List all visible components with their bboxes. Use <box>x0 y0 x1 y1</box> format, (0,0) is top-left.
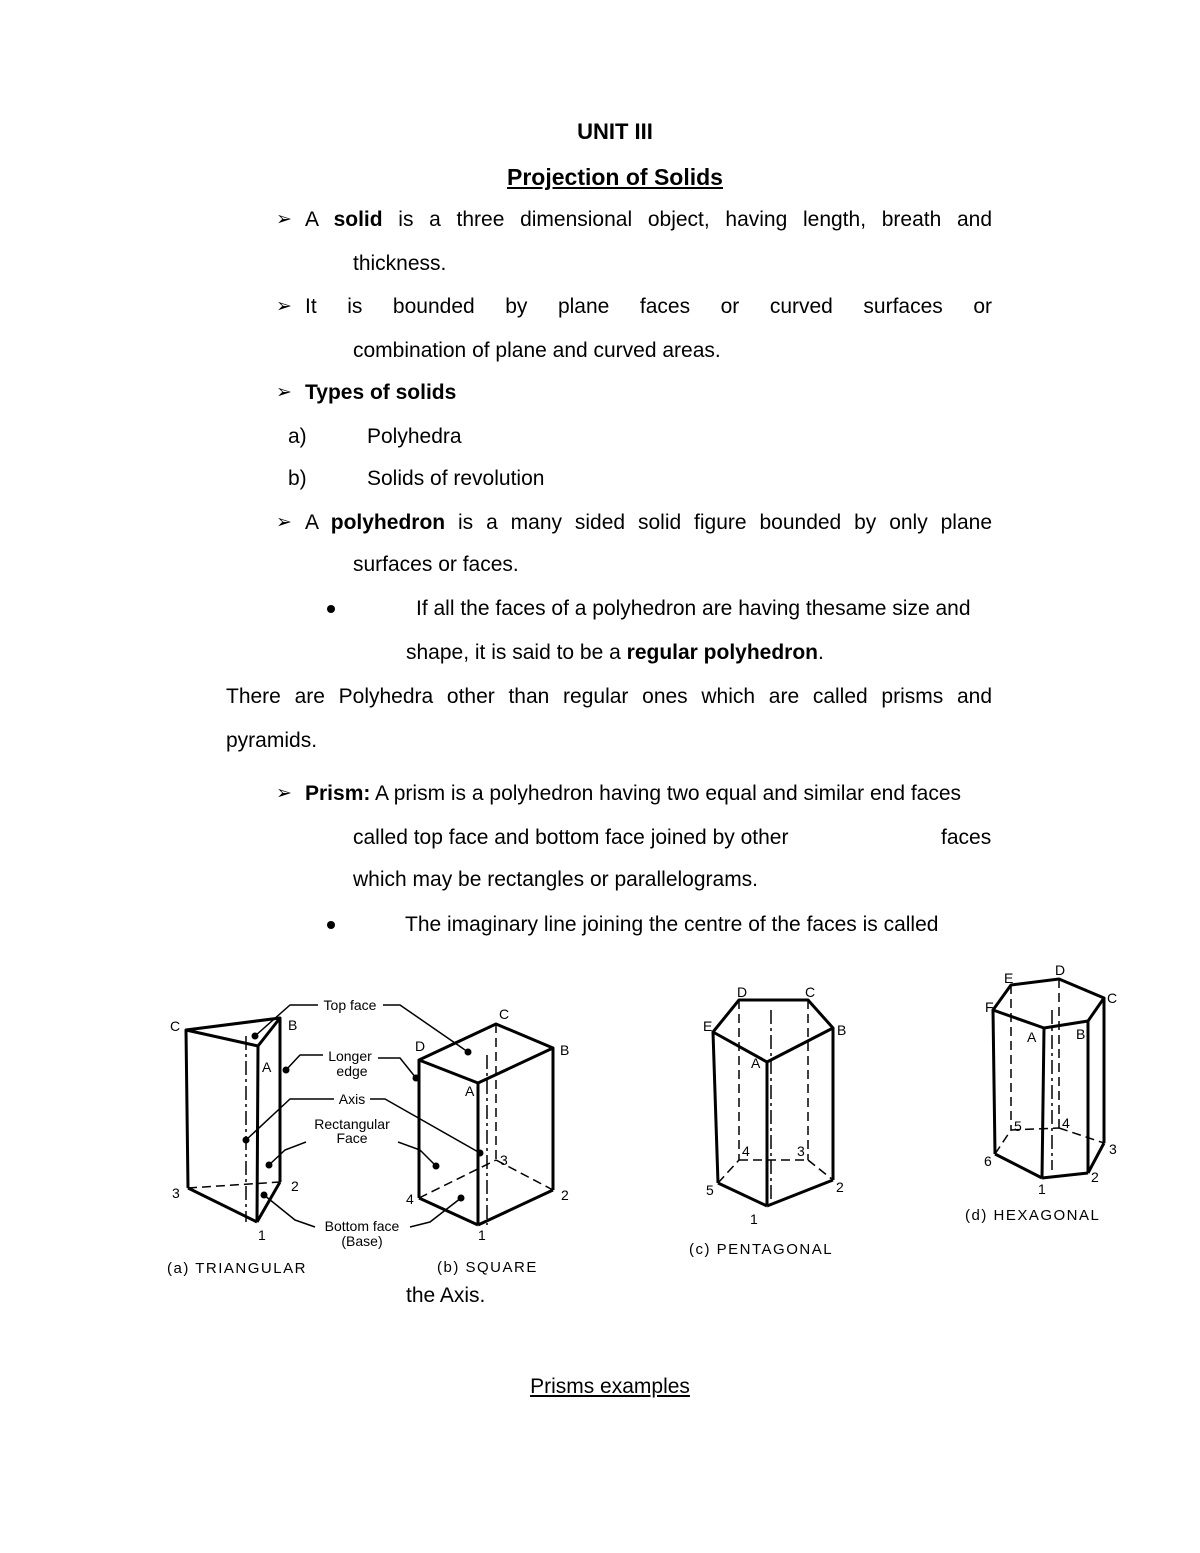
vertex-label: C <box>1107 990 1118 1006</box>
vertex-label: 5 <box>706 1182 714 1198</box>
vertex-label: C <box>805 984 816 1000</box>
vertex-label: C <box>499 1006 510 1022</box>
prism-continuation-2: which may be rectangles or parallelograms. <box>353 868 759 891</box>
vertex-label: 2 <box>836 1179 844 1195</box>
dot-bullet-icon <box>327 921 335 929</box>
vertex-label: D <box>415 1038 426 1054</box>
vertex-label: 3 <box>500 1152 508 1168</box>
vertex-label: 1 <box>1038 1181 1046 1197</box>
vertex-label: 2 <box>1091 1169 1099 1185</box>
pentagonal-prism <box>713 1000 833 1210</box>
vertex-label: 4 <box>406 1191 414 1207</box>
list-marker-a: a) <box>288 425 307 448</box>
bullet-bounded: It is bounded by plane faces or curved surfaces or <box>305 295 992 318</box>
label-bottom-face: Bottom face <box>324 1218 400 1234</box>
bullet-polyhedron-continuation: surfaces or faces. <box>353 553 519 576</box>
axis-definition: The imaginary line joining the centre of the faces is called <box>405 913 939 936</box>
caption-hexagonal: (d) HEXAGONAL <box>965 1207 1101 1224</box>
arrow-bullet-icon: ➢ <box>276 382 292 403</box>
axis-definition-continuation: the Axis. <box>406 1284 486 1307</box>
hexagonal-prism <box>993 979 1104 1178</box>
prism-definition: Prism: A prism is a polyhedron having two equal and similar end faces <box>305 782 962 805</box>
prism-continuation-1a: called top face and bottom face joined by other <box>353 826 789 849</box>
label-longer: Longer <box>328 1048 372 1064</box>
caption-square: (b) SQUARE <box>437 1259 538 1276</box>
regular-polyhedron-continuation: shape, it is said to be a regular polyhedron. <box>406 641 824 664</box>
label-axis: Axis <box>338 1091 366 1107</box>
regular-polyhedron-line: If all the faces of a polyhedron are having thesame size and <box>416 597 971 620</box>
caption-triangular: (a) TRIANGULAR <box>167 1260 307 1277</box>
label-top-face: Top face <box>323 997 377 1013</box>
vertex-label: 5 <box>1014 1118 1022 1134</box>
dot-bullet-icon <box>327 605 335 613</box>
label-base: (Base) <box>341 1233 383 1249</box>
vertex-label: 3 <box>797 1143 805 1159</box>
list-item-polyhedra: Polyhedra <box>367 425 462 448</box>
vertex-label: 2 <box>561 1187 569 1203</box>
triangular-prism <box>186 1018 280 1222</box>
vertex-label: A <box>751 1055 761 1071</box>
paragraph-line-2: pyramids. <box>226 729 318 752</box>
label-face: Face <box>336 1130 368 1146</box>
vertex-label: 3 <box>1109 1141 1117 1157</box>
vertex-label: F <box>985 999 994 1015</box>
bullet-polyhedron-definition: A polyhedron is a many sided solid figure bounded by only plane <box>305 511 992 534</box>
vertex-label: 4 <box>1062 1115 1070 1131</box>
vertex-label: D <box>737 984 748 1000</box>
vertex-label: B <box>1076 1026 1086 1042</box>
vertex-label: 4 <box>742 1143 750 1159</box>
unit-heading: UNIT III <box>577 119 653 144</box>
vertex-label: 6 <box>984 1153 992 1169</box>
arrow-bullet-icon: ➢ <box>276 783 292 804</box>
vertex-label: 1 <box>478 1227 486 1243</box>
prism-continuation-1b: faces <box>941 826 992 849</box>
vertex-label: A <box>1027 1029 1037 1045</box>
bullet-solid-definition: A solid is a three dimensional object, having length, breath and <box>305 208 992 231</box>
vertex-label: D <box>1055 962 1066 978</box>
vertex-label: B <box>837 1022 847 1038</box>
list-marker-b: b) <box>288 467 307 490</box>
vertex-label: B <box>560 1042 570 1058</box>
page-title: Projection of Solids <box>507 164 723 190</box>
arrow-bullet-icon: ➢ <box>276 296 292 317</box>
vertex-label: B <box>288 1017 298 1033</box>
vertex-label: 3 <box>172 1185 180 1201</box>
arrow-bullet-icon: ➢ <box>276 512 292 533</box>
vertex-label: C <box>170 1018 181 1034</box>
label-rectangular: Rectangular <box>314 1116 390 1132</box>
vertex-label: E <box>703 1018 713 1034</box>
prisms-figure <box>0 955 1200 1295</box>
vertex-label: A <box>262 1059 272 1075</box>
vertex-label: E <box>1004 970 1014 986</box>
prisms-examples-caption: Prisms examples <box>530 1375 690 1398</box>
paragraph-line-1: There are Polyhedra other than regular ones which are called prisms and <box>226 685 992 708</box>
vertex-label: 1 <box>750 1211 758 1227</box>
vertex-label: A <box>465 1083 475 1099</box>
arrow-bullet-icon: ➢ <box>276 209 292 230</box>
square-prism <box>419 1024 553 1225</box>
label-edge: edge <box>336 1063 368 1079</box>
vertex-label: 1 <box>258 1227 266 1243</box>
bullet-solid-continuation: thickness. <box>353 252 447 275</box>
bullet-bounded-continuation: combination of plane and curved areas. <box>353 339 721 362</box>
list-item-solids-of-revolution: Solids of revolution <box>367 467 545 490</box>
caption-pentagonal: (c) PENTAGONAL <box>689 1241 834 1258</box>
vertex-label: 2 <box>291 1178 299 1194</box>
types-of-solids-heading: Types of solids <box>305 381 457 404</box>
